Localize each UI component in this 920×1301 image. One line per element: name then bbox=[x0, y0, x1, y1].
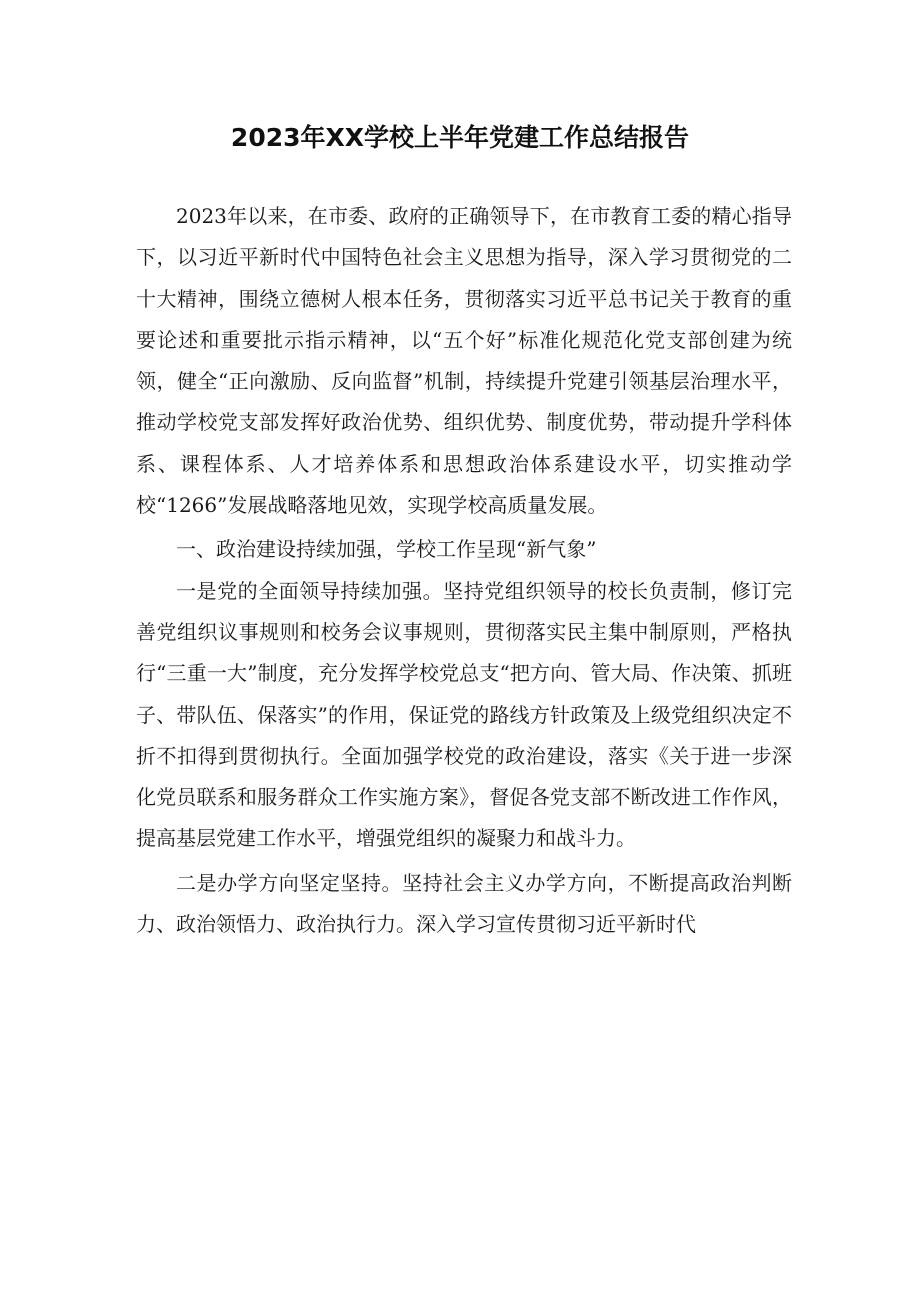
section-heading-1: 一、政治建设持续加强，学校工作呈现“新气象” bbox=[176, 537, 597, 562]
paragraph-intro: 2023年以来，在市委、政府的正确领导下，在市教育工委的精心指导下，以习近平新时代中国特色社会主义思想为指导，深入学习贯彻党的二十大精神，围绕立德树人根本任务，贯彻落实习近平总书记关于教育的重要论述和重要批示指示精神，以“五个好”标准化规范化党支部创建为统领，健全“正向激励、反向监督”机制，持续提升党建引领基层治理水平，推动学校党支部发挥好政治优势、组织优势、制度优势，带动提升学科体系、课程体系、人才培养体系和思想政治体系建设水平，切实推动学校“1266”发展战略落地见效，实现学校高质量发展。 bbox=[136, 204, 792, 518]
document-body bbox=[136, 196, 792, 945]
paragraph-party-leadership: 一是党的全面领导持续加强。坚持党组织领导的校长负责制，修订完善党组织议事规则和校务会议事规则，贯彻落实民主集中制原则，严格执行“三重一大”制度，充分发挥学校党总支“把方向、管大局、作决策、抓班子、带队伍、保落实”的作用，保证党的路线方针政策及上级党组织决定不折不扣得到贯彻执行。全面加强学校党的政治建设，落实《关于进一步深化党员联系和服务群众工作实施方案》，督促各党支部不断改进工作作风，提高基层党建工作水平，增强党组织的凝聚力和战斗力。 bbox=[136, 578, 792, 851]
document-title: 2023年XX学校上半年党建工作总结报告 bbox=[230, 123, 690, 152]
paragraph-school-direction: 二是办学方向坚定坚持。坚持社会主义办学方向，不断提高政治判断力、政治领悟力、政治执行力。深入学习宣传贯彻习近平新时代 bbox=[136, 870, 792, 937]
